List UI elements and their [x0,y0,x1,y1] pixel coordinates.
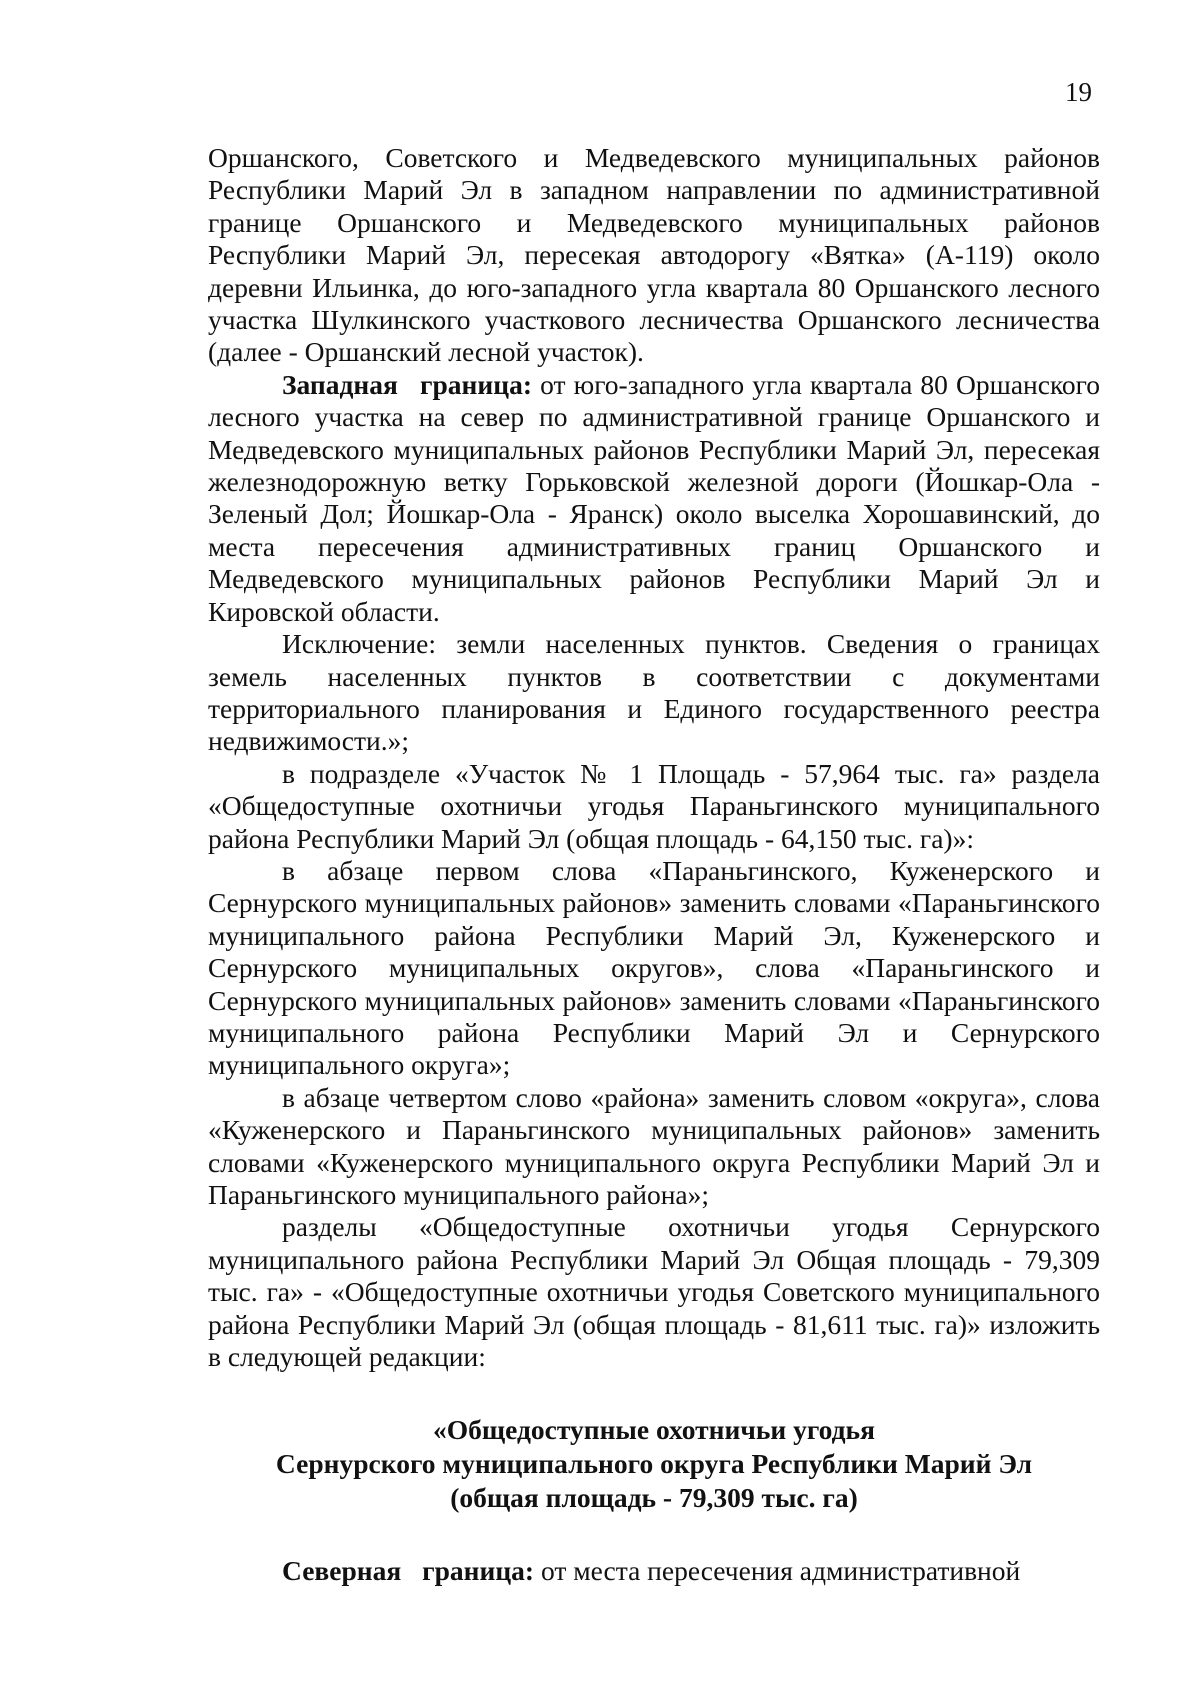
document-body [208,142,1100,1588]
paragraph-lead-western-border: Западная граница: [282,368,532,400]
paragraph-body-western-border: от юго-западного угла квартала 80 Оршанского лесного участка на север по административной границе Оршанского и Медведевского муниципальных районов Республики Марий Эл, пересекая железнодорожную ветку Горьковской железной дороги (Йошкар-Ола - Зеленый Дол; Йошкар-Ола - Яранск) около выселка Хорошавинский, до места пересечения административных границ Оршанского и Медведевского муниципальных районов Республики Марий Эл и Кировской области. [208,368,1101,627]
paragraph-exception: Исключение: земли населенных пунктов. Сведения о границах земель населенных пунктов в соответствии с документами территориального планирования и Единого государственного реестра недвижимости.»; [208,628,1100,757]
section-title-line-3: (общая площадь - 79,309 тыс. га) [450,1482,858,1514]
section-title [208,1413,1100,1515]
paragraph-sections-revision: разделы «Общедоступные охотничьи угодья Сернурского муниципального района Республики Марий Эл Общая площадь - 79,309 тыс. га» - «Общедоступные охотничьи угодья Советского муниципального района Республики Марий Эл (общая площадь - 81,611 тыс. га)» изложить в следующей редакции: [208,1211,1100,1373]
paragraph-lead-northern-border: Северная граница: [282,1555,535,1587]
page-number: 19 [1065,77,1092,107]
paragraph-fourth-abzats: в абзаце четвертом слово «района» заменить словом «округа», слова «Куженерского и Параньгинского муниципальных районов» заменить словами «Куженерского муниципального округа Республики Марий Эл и Параньгинского муниципального района»; [208,1081,1100,1210]
paragraph-body-northern-border: от места пересечения административной [534,1555,1021,1587]
section-title-line-2: Сернурского муниципального округа Республики Марий Эл [275,1448,1033,1480]
paragraph-first-abzats: в абзаце первом слова «Параньгинского, Куженерского и Сернурского муниципальных районов» заменить словами «Параньгинского муниципального района Республики Марий Эл, Куженерского и Сернурского муниципальных округов», слова «Параньгинского и Сернурского муниципальных районов» заменить словами «Параньгинского муниципального района Республики Марий Эл и Сернурского муниципального округа»; [208,854,1100,1081]
paragraph-continuation: Оршанского, Советского и Медведевского муниципальных районов Республики Марий Эл в западном направлении по административной границе Оршанского и Медведевского муниципальных районов Республики Марий Эл, пересекая автодорогу «Вятка» (А-119) около деревни Ильинка, до юго-западного угла квартала 80 Оршанского лесного участка Шулкинского участкового лесничества Оршанского лесничества (далее - Оршанский лесной участок). [208,142,1100,368]
section-title-line-1: «Общедоступные охотничьи угодья [433,1414,875,1446]
paragraph-subsection-plot-1: в подразделе «Участок № 1 Площадь - 57,964 тыс. га» раздела «Общедоступные охотничьи угодья Параньгинского муниципального района Республики Марий Эл (общая площадь - 64,150 тыс. га)»: [208,757,1100,854]
paragraph-northern-border [208,1555,1100,1587]
paragraph-western-border [208,369,1100,628]
